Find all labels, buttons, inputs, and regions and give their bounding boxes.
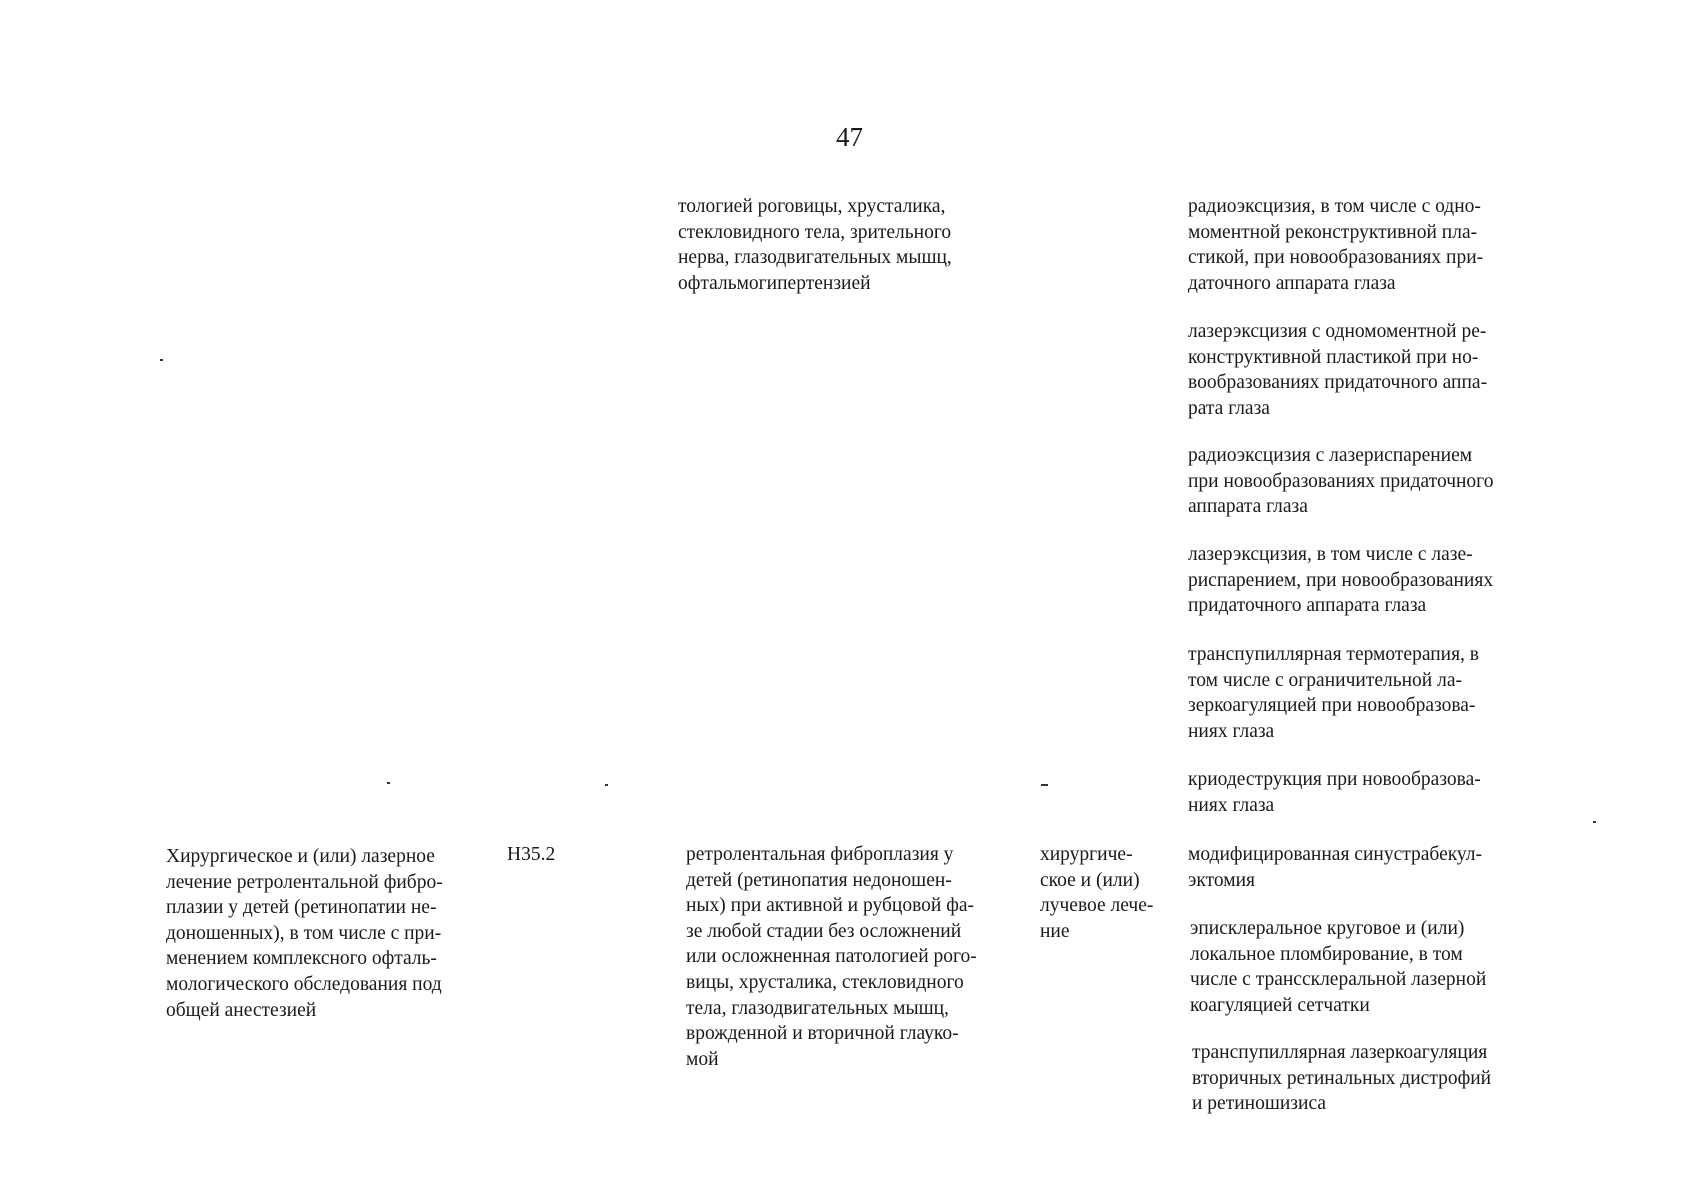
page-number: 47 [836,122,863,152]
scan-speck [1041,784,1048,786]
scan-speck [1593,821,1596,823]
scan-speck [387,782,390,784]
method-item: радиоэксцизия, в том числе с одно- моментной реконструктивной пла- стикой, при новообразованиях при- даточного аппарата глаза [1188,196,1484,294]
method-item: модифицированная синустрабекул- эктомия [1188,844,1483,891]
diagnosis-continued: тологией роговицы, хрусталика, стекловидного тела, зрительного нерва, глазодвигательных мышц, офтальмогипертензией [678,196,952,294]
procedure-name: Хирургическое и (или) лазерное лечение ретролентальной фибро- плазии у детей (ретинопатии не- доношенных), в том числе с при- менением комплексного офталь- мологического обследования под общей анестезией [166,846,443,1021]
method-item: радиоэксцизия с лазериспарением при новообразованиях придаточного аппарата глаза [1188,445,1494,518]
treatment-type: хирургиче- ское и (или) лучевое лече- ние [1040,844,1154,942]
icd-code: H35.2 [507,844,556,865]
method-item: транспупиллярная термотерапия, в том числе с ограничительной ла- зеркоагуляцией при новообразова- ниях глаза [1188,644,1480,742]
scan-speck [605,784,608,786]
diagnosis: ретролентальная фиброплазия у детей (ретинопатия недоношен- ных) при активной и рубцовой фа- зе любой стадии без осложнений или осложненная патологией рого- вицы, хрусталика, стекловидного тела, глазодвигательных мышц, врожденной и вторичной глауко- мой [686,844,977,1070]
method-item: транспупиллярная лазеркоагуляция вторичных ретинальных дистрофий и ретиношизиса [1192,1042,1492,1115]
scan-speck [160,359,163,361]
method-item: лазерэксцизия с одномоментной ре- конструктивной пластикой при но- вообразованиях придаточного аппа- рата глаза [1188,321,1488,419]
method-item: эписклеральное круговое и (или) локальное пломбирование, в том числе с транссклеральной лазерной коагуляцией сетчатки [1190,918,1487,1016]
method-item: лазерэксцизия, в том числе с лазе- риспарением, при новообразованиях придаточного аппарата глаза [1188,544,1494,617]
method-item: криодеструкция при новообразова- ниях глаза [1188,769,1481,816]
